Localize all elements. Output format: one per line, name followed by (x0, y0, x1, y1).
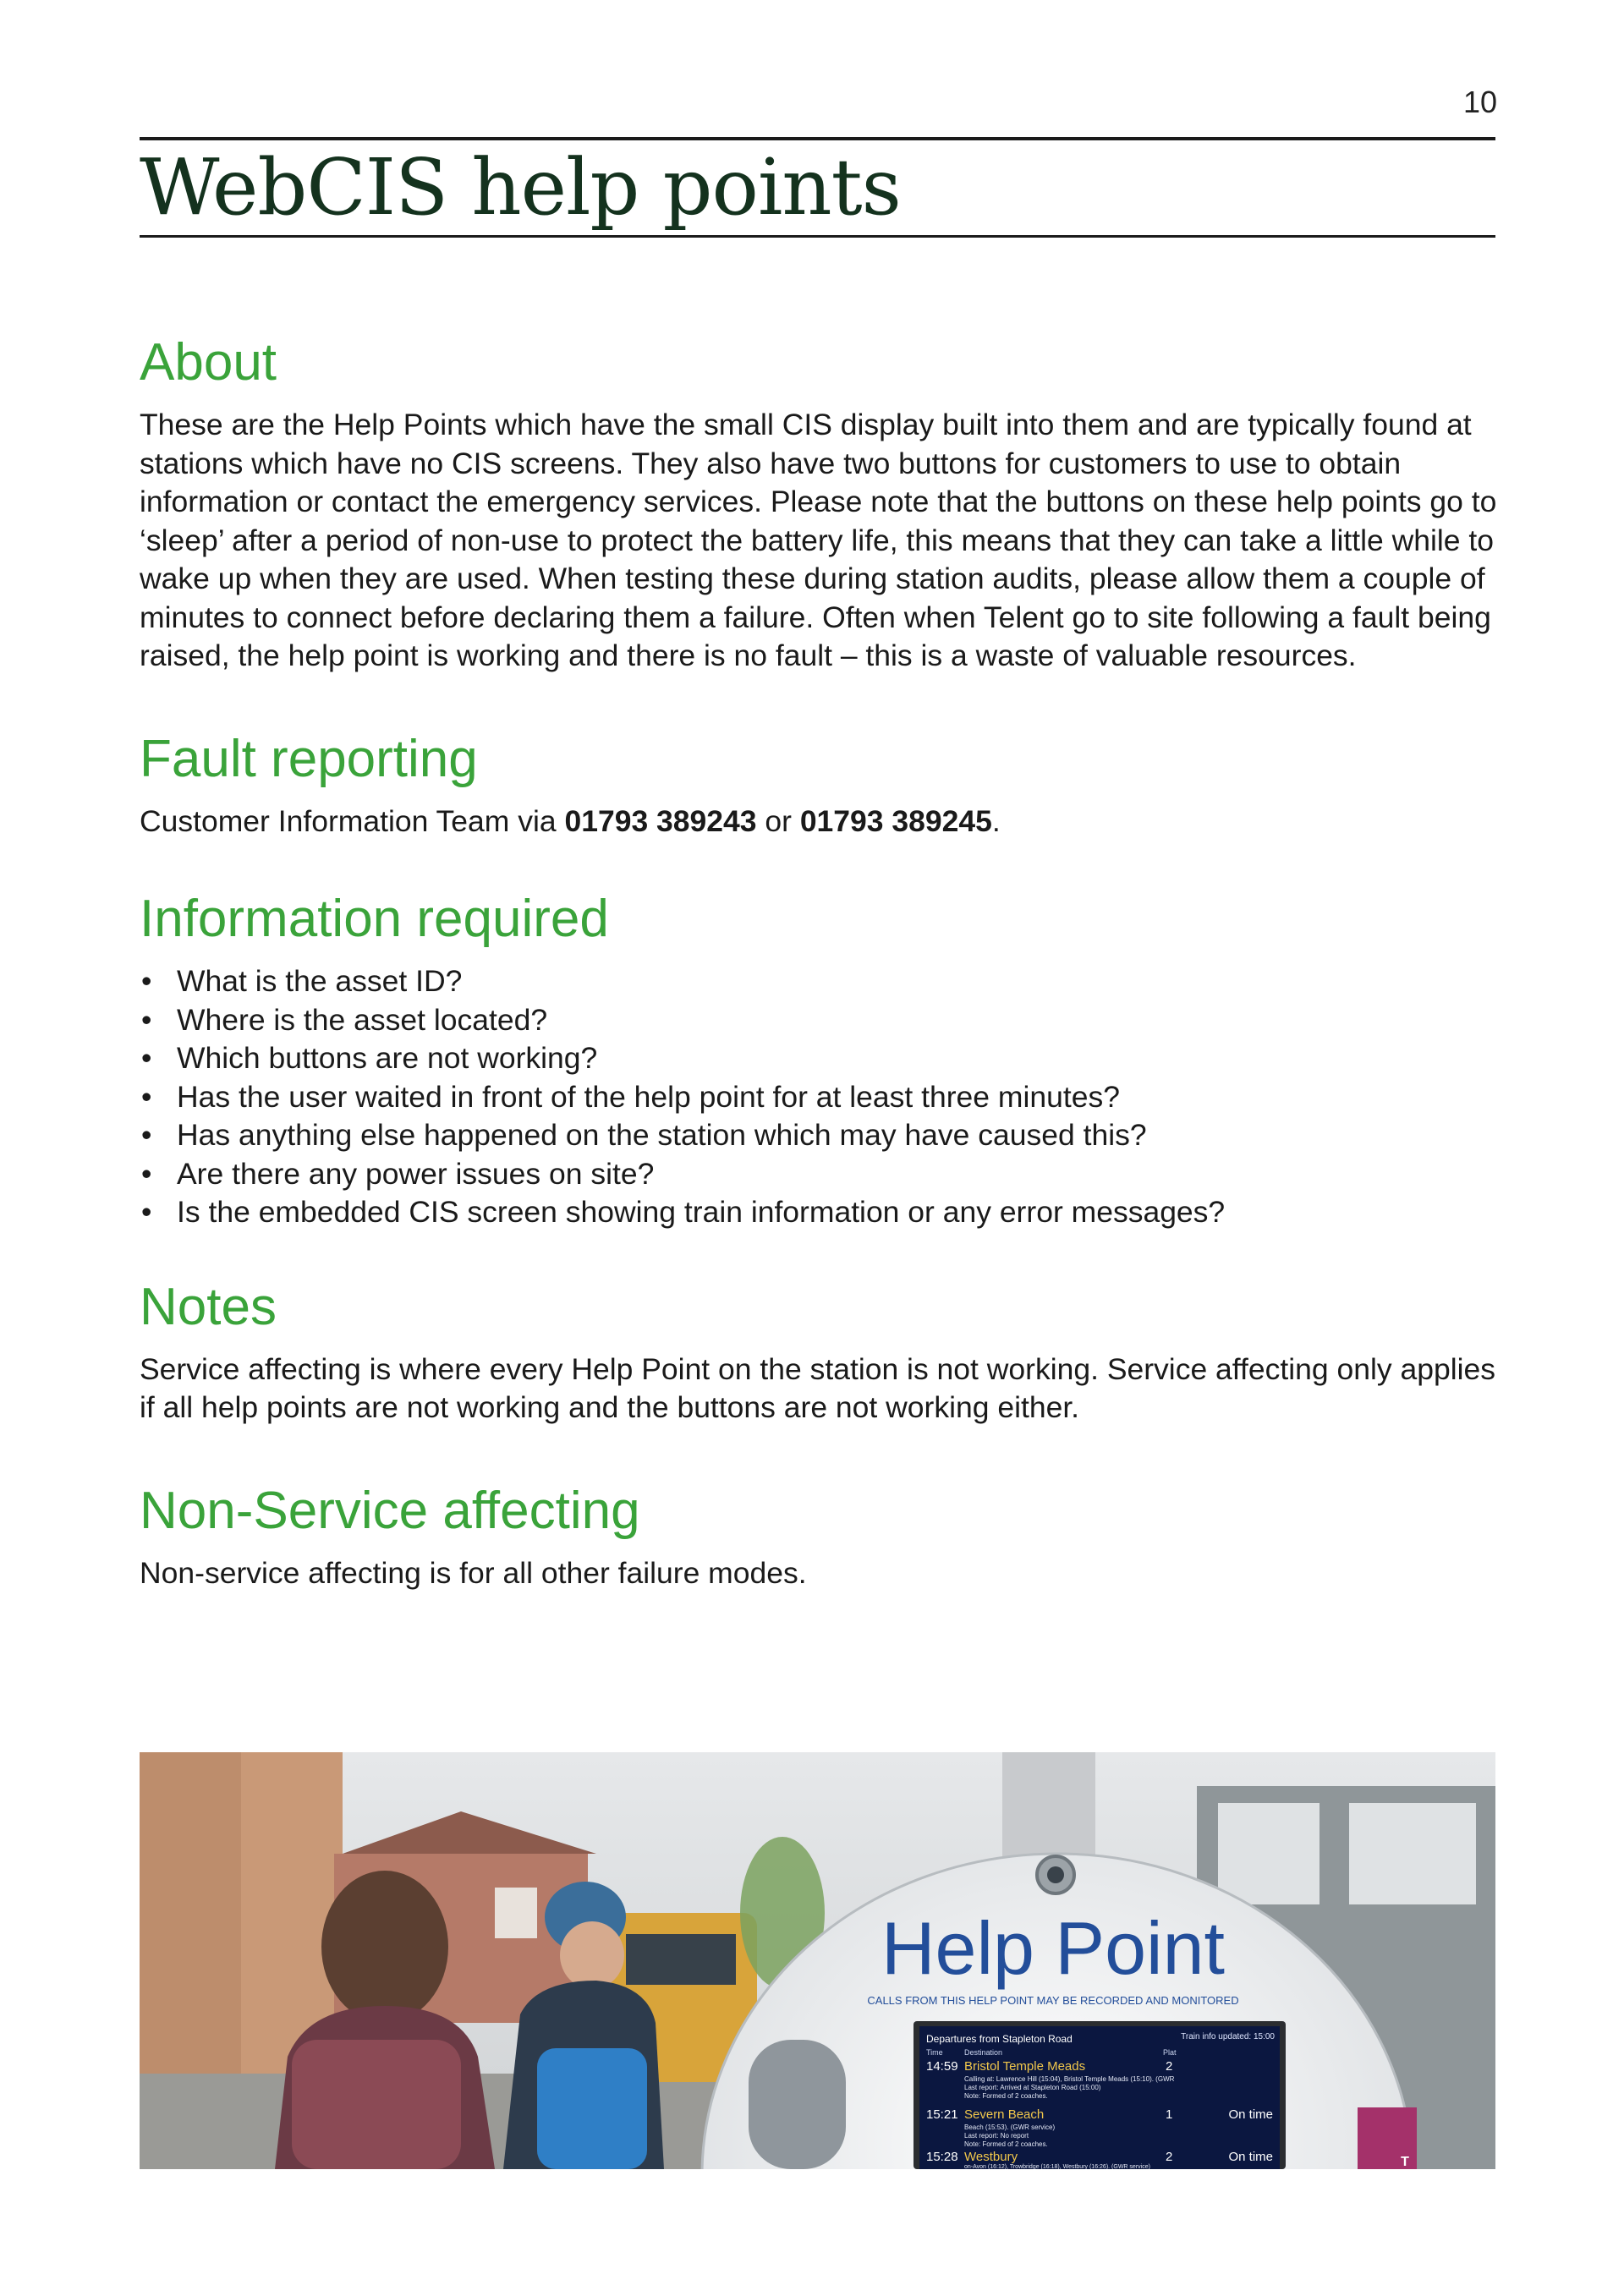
photo-camera-lens-inner (1047, 1866, 1064, 1883)
screen-row-calling: on-Avon (16:12), Trowbridge (16:18), Westbury (16:26). (GWR service) (964, 2164, 1150, 2169)
photo-window (495, 1888, 537, 1938)
screen-row-last: Last report: No report (964, 2132, 1029, 2140)
screen-row-dest: Severn Beach (964, 2107, 1045, 2122)
speaker-grille (749, 2040, 846, 2169)
notes-heading: Notes (140, 1277, 277, 1336)
photo-right-window (1349, 1803, 1476, 1904)
phone-number-2: 01793 389245 (799, 803, 992, 838)
screen-updated: Train info updated: 15:00 (1181, 2032, 1275, 2041)
title-bottom-rule (140, 235, 1495, 238)
screen-row-note: Note: Formed of 2 coaches. (964, 2092, 1048, 2100)
list-item: • Is the embedded CIS screen showing train information or any error messages? (140, 1193, 1497, 1232)
sign-title: Help Point (881, 1906, 1226, 1990)
about-section (140, 330, 1497, 676)
screen-header: Departures from Stapleton Road (926, 2033, 1073, 2045)
screen-col-time: Time (926, 2048, 943, 2057)
photo-person-1-head (321, 1871, 448, 2023)
notes-body: Service affecting is where every Help Point on the station is not working. Service affecting only applies if all help points are not working and the buttons are not working either. (140, 1351, 1495, 1424)
photo-left-building-shade (140, 1752, 241, 2074)
photo-blue-bag (537, 2048, 647, 2169)
sign-subtitle: CALLS FROM THIS HELP POINT MAY BE RECORDED AND MONITORED (867, 1994, 1239, 2007)
accessibility-icon-letter: T (1401, 2155, 1409, 2169)
information-required-heading: Information required (140, 890, 609, 948)
photo-person-2-face (560, 1921, 624, 1989)
screen-col-dest: Destination (964, 2048, 1003, 2057)
screen-row-note: Note: Formed of 2 coaches. (964, 2140, 1048, 2148)
about-body: These are the Help Points which have the small CIS display built into them and are typically found at stations which have no CIS screens. They also have two buttons for customers to use to obtain information or contact the emergency services. Please note that the buttons on these help points go to ‘sleep’ after a period of non-use to protect the battery life, this means that they can take a little while to wake up when they are used. When testing these during station audits, please allow them a couple of minutes to connect before declaring them a failure. Often when Telent go to site following a fault being raised, the help point is working and there is no fault – this is a waste of valuable resources. (140, 408, 1497, 672)
list-item: • Where is the asset located? (140, 1001, 1497, 1040)
screen-row-status: On time (1228, 2107, 1273, 2122)
fault-reporting-body (140, 803, 1497, 841)
screen-row-last: Last report: Arrived at Stapleton Road (15:00) (964, 2084, 1101, 2091)
photo-right-window (1218, 1803, 1320, 1904)
screen-row-status: On time (1228, 2150, 1273, 2164)
notes-section (140, 1274, 1497, 1427)
photo-illustration (140, 1752, 1495, 2169)
list-item: • Which buttons are not working? (140, 1039, 1497, 1078)
screen-row-dest: Bristol Temple Meads (964, 2059, 1086, 2074)
screen-row-plat: 2 (1166, 2150, 1173, 2164)
screen-col-plat: Plat (1163, 2048, 1177, 2057)
phone-number-1: 01793 389243 (564, 803, 757, 838)
non-service-section (140, 1478, 1497, 1593)
fault-reporting-section (140, 726, 1497, 841)
information-required-list (140, 962, 1497, 1232)
list-item: • What is the asset ID? (140, 962, 1497, 1001)
page-number: 10 (1462, 85, 1497, 119)
fault-reporting-or: or (756, 803, 800, 838)
main-content (140, 330, 1497, 1643)
about-heading: About (140, 333, 277, 392)
screen-row-plat: 1 (1166, 2107, 1173, 2122)
fault-reporting-suffix: . (991, 803, 1001, 838)
screen-row-time: 15:21 (926, 2107, 958, 2122)
screen-row-time: 14:59 (926, 2059, 958, 2074)
information-required-section (140, 886, 1497, 1232)
non-service-heading: Non-Service affecting (140, 1481, 640, 1540)
screen-row-calling: Calling at: Lawrence Hill (15:04), Bristol Temple Meads (15:10). (GWR (964, 2075, 1175, 2083)
screen-row-plat: 2 (1166, 2059, 1173, 2074)
help-point-photo (140, 1752, 1495, 2169)
screen-row-dest: Westbury (964, 2150, 1018, 2164)
list-item: • Has anything else happened on the station which may have caused this? (140, 1116, 1497, 1155)
list-item: • Are there any power issues on site? (140, 1155, 1497, 1194)
non-service-body: Non-service affecting is for all other failure modes. (140, 1555, 807, 1590)
photo-train-window (626, 1934, 736, 1985)
screen-row-calling: Beach (15:53). (GWR service) (964, 2123, 1056, 2131)
screen-row-time: 15:28 (926, 2150, 958, 2164)
list-item: • Has the user waited in front of the help point for at least three minutes? (140, 1078, 1497, 1117)
fault-reporting-prefix: Customer Information Team via (140, 803, 565, 838)
fault-reporting-heading: Fault reporting (140, 729, 478, 788)
page-title: WebCIS help points (140, 142, 901, 233)
photo-backpack (292, 2040, 461, 2169)
